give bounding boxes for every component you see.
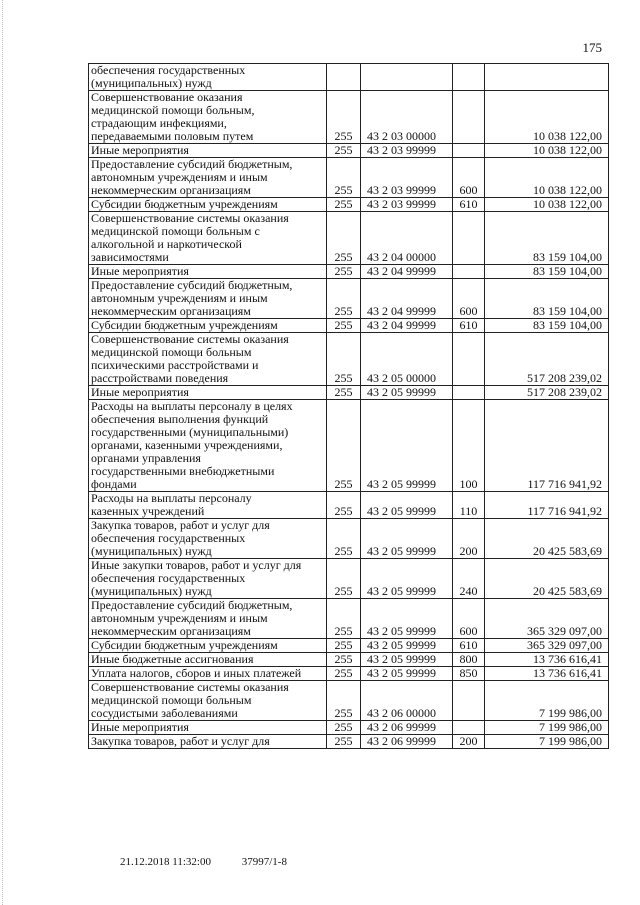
table-row xyxy=(89,91,609,144)
row-target-article: 43 2 05 99999 xyxy=(361,653,453,667)
table-row xyxy=(89,212,609,265)
row-expense-type: 240 xyxy=(453,559,485,599)
budget-table xyxy=(88,63,609,749)
row-target-article: 43 2 05 99999 xyxy=(361,559,453,599)
row-name: Закупка товаров, работ и услуг для xyxy=(89,735,327,749)
row-code: 255 xyxy=(327,639,361,653)
row-code: 255 xyxy=(327,400,361,492)
row-expense-type xyxy=(453,386,485,400)
row-name: Субсидии бюджетным учреждениям xyxy=(89,639,327,653)
scan-edge xyxy=(2,0,9,905)
table-row xyxy=(89,144,609,158)
row-name: Совершенствование системы оказания медицинской помощи больным психическими расстройствами и расстройствами поведения xyxy=(89,333,327,386)
row-code: 255 xyxy=(327,599,361,639)
row-code: 255 xyxy=(327,492,361,519)
row-code: 255 xyxy=(327,721,361,735)
footer xyxy=(120,856,315,868)
row-expense-type xyxy=(453,333,485,386)
row-code: 255 xyxy=(327,279,361,319)
row-sum: 7 199 986,00 xyxy=(485,721,609,735)
row-sum: 7 199 986,00 xyxy=(485,681,609,721)
row-target-article: 43 2 04 99999 xyxy=(361,265,453,279)
row-code: 255 xyxy=(327,386,361,400)
row-sum: 83 159 104,00 xyxy=(485,319,609,333)
row-name: Субсидии бюджетным учреждениям xyxy=(89,198,327,212)
row-code: 255 xyxy=(327,681,361,721)
table-row xyxy=(89,519,609,559)
row-sum: 365 329 097,00 xyxy=(485,599,609,639)
table-row xyxy=(89,198,609,212)
row-sum: 117 716 941,92 xyxy=(485,492,609,519)
row-sum: 20 425 583,69 xyxy=(485,559,609,599)
row-expense-type: 600 xyxy=(453,158,485,198)
row-expense-type xyxy=(453,721,485,735)
row-name: Иные мероприятия xyxy=(89,144,327,158)
row-target-article: 43 2 03 99999 xyxy=(361,158,453,198)
table-row xyxy=(89,386,609,400)
row-name: Предоставление субсидий бюджетным, автономным учреждениям и иным некоммерческим организациям xyxy=(89,158,327,198)
row-expense-type xyxy=(453,265,485,279)
row-code: 255 xyxy=(327,667,361,681)
row-sum: 20 425 583,69 xyxy=(485,519,609,559)
row-expense-type xyxy=(453,681,485,721)
row-code: 255 xyxy=(327,333,361,386)
table-row xyxy=(89,158,609,198)
row-code: 255 xyxy=(327,144,361,158)
row-sum: 10 038 122,00 xyxy=(485,158,609,198)
row-name: Иные мероприятия xyxy=(89,265,327,279)
footer-doc-id: 37997/1-8 xyxy=(241,856,287,868)
row-code: 255 xyxy=(327,91,361,144)
row-code: 255 xyxy=(327,559,361,599)
table-row xyxy=(89,667,609,681)
row-target-article: 43 2 06 99999 xyxy=(361,735,453,749)
row-target-article: 43 2 05 99999 xyxy=(361,492,453,519)
row-sum: 365 329 097,00 xyxy=(485,639,609,653)
row-sum: 117 716 941,92 xyxy=(485,400,609,492)
row-sum: 83 159 104,00 xyxy=(485,265,609,279)
row-name: Совершенствование системы оказания медицинской помощи больным с алкогольной и наркотической зависимостями xyxy=(89,212,327,265)
row-expense-type: 600 xyxy=(453,599,485,639)
row-sum xyxy=(485,64,609,91)
row-name: Иные бюджетные ассигнования xyxy=(89,653,327,667)
table-row xyxy=(89,653,609,667)
row-target-article: 43 2 05 99999 xyxy=(361,400,453,492)
row-expense-type: 610 xyxy=(453,319,485,333)
footer-timestamp: 21.12.2018 11:32:00 xyxy=(120,856,211,868)
table-row xyxy=(89,64,609,91)
row-code: 255 xyxy=(327,158,361,198)
table-row xyxy=(89,279,609,319)
row-name: Совершенствование системы оказания медицинской помощи больным сосудистыми заболеваниями xyxy=(89,681,327,721)
row-target-article: 43 2 05 99999 xyxy=(361,599,453,639)
row-sum: 10 038 122,00 xyxy=(485,198,609,212)
row-name: Совершенствование оказания медицинской помощи больным, страдающим инфекциями, передаваемыми половым путем xyxy=(89,91,327,144)
row-sum: 517 208 239,02 xyxy=(485,333,609,386)
row-name: Иные закупки товаров, работ и услуг для обеспечения государственных (муниципальных) нужд xyxy=(89,559,327,599)
row-code: 255 xyxy=(327,735,361,749)
row-target-article xyxy=(361,64,453,91)
row-expense-type xyxy=(453,64,485,91)
row-target-article: 43 2 05 00000 xyxy=(361,333,453,386)
row-expense-type: 600 xyxy=(453,279,485,319)
row-target-article: 43 2 04 00000 xyxy=(361,212,453,265)
row-sum: 83 159 104,00 xyxy=(485,212,609,265)
table-body xyxy=(89,64,609,749)
row-expense-type xyxy=(453,212,485,265)
row-name: обеспечения государственных (муниципальных) нужд xyxy=(89,64,327,91)
row-sum: 13 736 616,41 xyxy=(485,667,609,681)
row-expense-type xyxy=(453,144,485,158)
row-sum: 517 208 239,02 xyxy=(485,386,609,400)
page-number: 175 xyxy=(582,40,602,55)
row-name: Закупка товаров, работ и услуг для обеспечения государственных (муниципальных) нужд xyxy=(89,519,327,559)
table-row xyxy=(89,492,609,519)
row-name: Уплата налогов, сборов и иных платежей xyxy=(89,667,327,681)
table-row xyxy=(89,599,609,639)
row-name: Субсидии бюджетным учреждениям xyxy=(89,319,327,333)
row-target-article: 43 2 03 99999 xyxy=(361,198,453,212)
row-name: Предоставление субсидий бюджетным, автономным учреждениям и иным некоммерческим организациям xyxy=(89,279,327,319)
row-code xyxy=(327,64,361,91)
table-row xyxy=(89,400,609,492)
row-code: 255 xyxy=(327,198,361,212)
table-row xyxy=(89,735,609,749)
table-row xyxy=(89,559,609,599)
row-code: 255 xyxy=(327,265,361,279)
row-code: 255 xyxy=(327,212,361,265)
row-sum: 83 159 104,00 xyxy=(485,279,609,319)
row-expense-type: 110 xyxy=(453,492,485,519)
row-name: Предоставление субсидий бюджетным, автономным учреждениям и иным некоммерческим организациям xyxy=(89,599,327,639)
table-row xyxy=(89,681,609,721)
table-row xyxy=(89,319,609,333)
row-target-article: 43 2 03 00000 xyxy=(361,91,453,144)
row-expense-type: 200 xyxy=(453,519,485,559)
row-target-article: 43 2 05 99999 xyxy=(361,667,453,681)
row-sum: 10 038 122,00 xyxy=(485,91,609,144)
row-target-article: 43 2 05 99999 xyxy=(361,639,453,653)
row-expense-type: 610 xyxy=(453,639,485,653)
row-target-article: 43 2 06 00000 xyxy=(361,681,453,721)
table-row xyxy=(89,639,609,653)
row-name: Иные мероприятия xyxy=(89,721,327,735)
row-name: Иные мероприятия xyxy=(89,386,327,400)
row-code: 255 xyxy=(327,319,361,333)
row-expense-type: 850 xyxy=(453,667,485,681)
row-target-article: 43 2 06 99999 xyxy=(361,721,453,735)
row-sum: 7 199 986,00 xyxy=(485,735,609,749)
row-sum: 13 736 616,41 xyxy=(485,653,609,667)
row-expense-type: 610 xyxy=(453,198,485,212)
row-expense-type: 100 xyxy=(453,400,485,492)
row-target-article: 43 2 04 99999 xyxy=(361,279,453,319)
row-name: Расходы на выплаты персоналу в целях обеспечения выполнения функций государственными (муниципальными) органами, казенными учреждениями, органами управления государственными внебюджетными фондами xyxy=(89,400,327,492)
row-code: 255 xyxy=(327,653,361,667)
table-row xyxy=(89,721,609,735)
row-target-article: 43 2 05 99999 xyxy=(361,386,453,400)
row-target-article: 43 2 04 99999 xyxy=(361,319,453,333)
row-expense-type: 200 xyxy=(453,735,485,749)
row-target-article: 43 2 03 99999 xyxy=(361,144,453,158)
row-expense-type xyxy=(453,91,485,144)
row-sum: 10 038 122,00 xyxy=(485,144,609,158)
table-row xyxy=(89,265,609,279)
row-target-article: 43 2 05 99999 xyxy=(361,519,453,559)
row-name: Расходы на выплаты персоналу казенных учреждений xyxy=(89,492,327,519)
row-code: 255 xyxy=(327,519,361,559)
table-row xyxy=(89,333,609,386)
row-expense-type: 800 xyxy=(453,653,485,667)
